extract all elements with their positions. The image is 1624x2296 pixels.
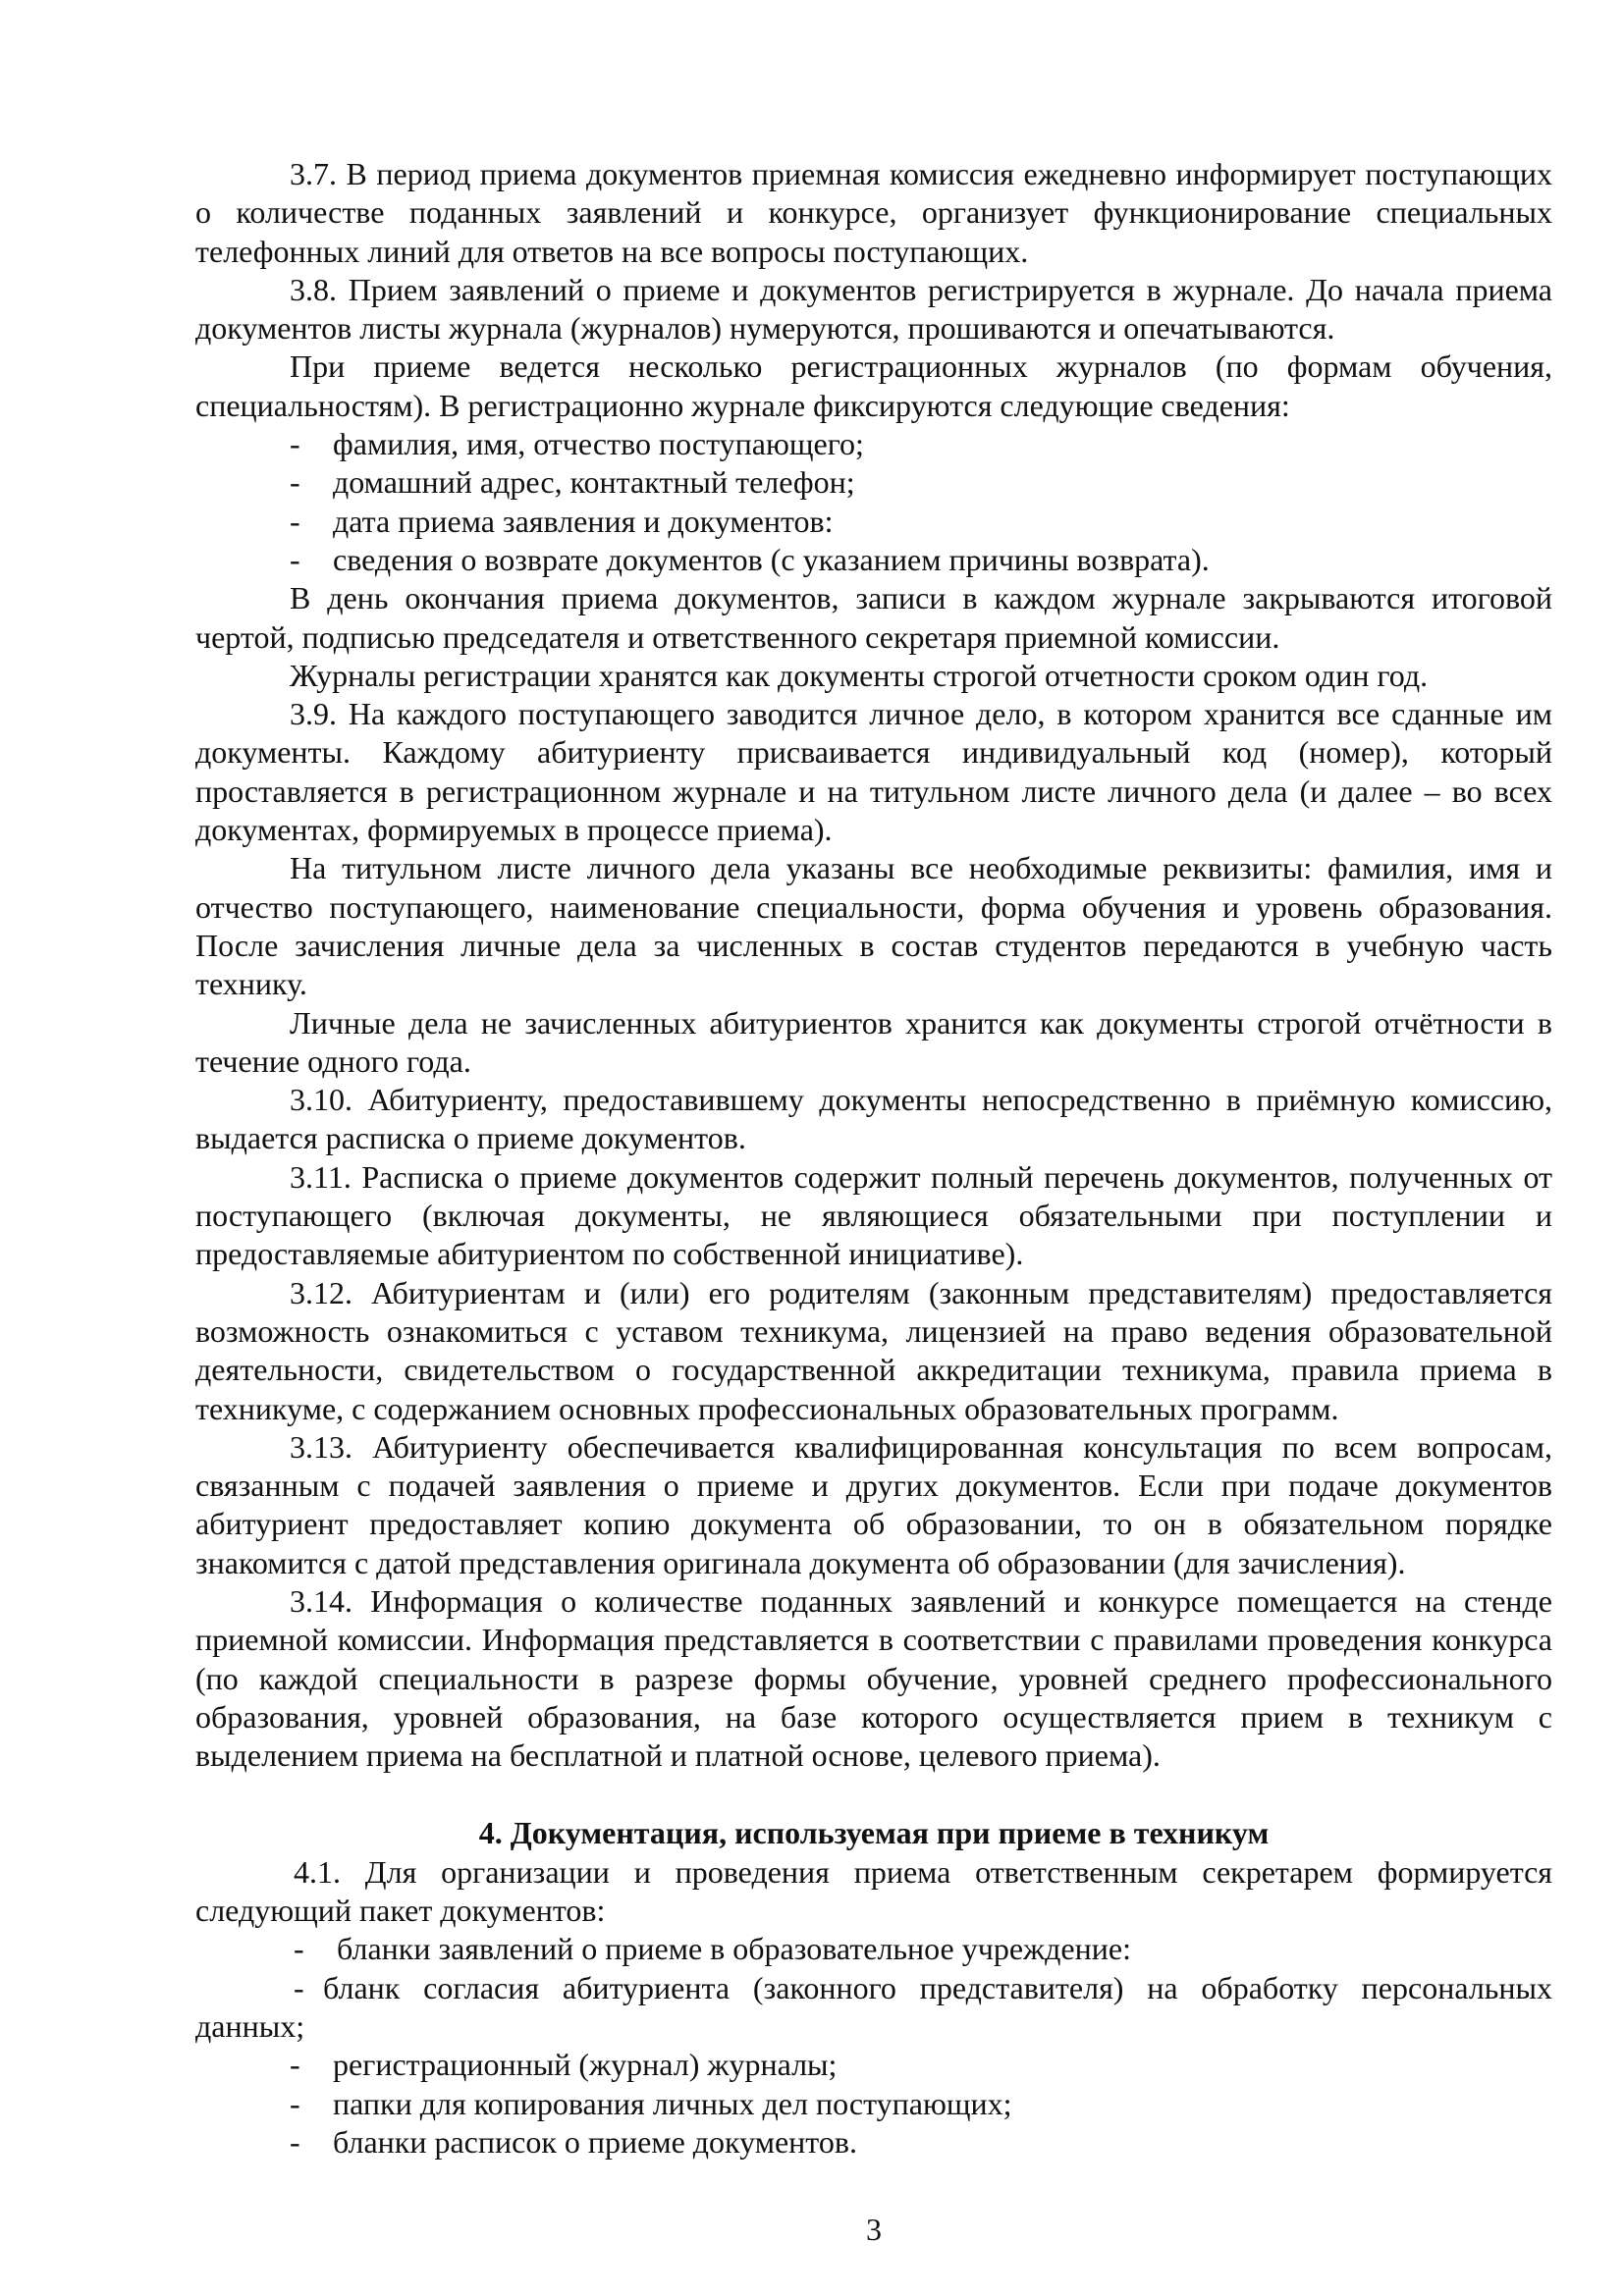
paragraph-3-11: 3.11. Расписка о приеме документов содержит полный перечень документов, полученных от поступающего (включая документы, не являющиеся обязательными при поступлении и предоставляемые абитуриентом по собственной инициативе).	[195, 1158, 1552, 1272]
list-item: - бланк согласия абитуриента (законного представителя) на обработку персональных данных;	[195, 1969, 1552, 2044]
paragraph-3-8-storage: Журналы регистрации хранятся как документы строгой отчетности сроком один год.	[290, 657, 1429, 693]
dash-marker: -	[294, 1931, 304, 1967]
list-item: - бланки заявлений о приеме в образовательное учреждение:	[195, 1930, 1552, 1968]
dash-marker: -	[290, 541, 300, 577]
journal-fields-list	[195, 425, 1552, 579]
document-page	[195, 155, 1552, 2162]
document-package-list	[195, 1930, 1552, 2162]
page-number: 3	[866, 2212, 882, 2247]
dash-marker: -	[294, 1969, 304, 2005]
section-title: 4. Документация, используемая при приеме в техникум	[478, 1815, 1270, 1851]
list-item: - папки для копирования личных дел поступающих;	[195, 2085, 1552, 2123]
list-item: - домашний адрес, контактный телефон;	[195, 463, 1552, 502]
paragraph-3-9: 3.9. На каждого поступающего заводится личное дело, в котором хранится все сданные им документы. Каждому абитуриенту присваивается индивидуальный код (номер), который проставляется в регистрационном журнале и на титульном листе личного дела (и далее – во всех документах, формируемых в процессе приема).	[195, 696, 1552, 848]
list-item: - сведения о возврате документов (с указанием причины возврата).	[195, 541, 1552, 579]
paragraph-3-9-title-page: На титульном листе личного дела указаны все необходимые реквизиты: фамилия, имя и отчество поступающего, наименование специальности, форма обучения и уровень образования. После зачисления личные дела за численных в состав студентов передаются в учебную часть технику.	[195, 850, 1552, 1002]
paragraph-3-8-closing: В день окончания приема документов, записи в каждом журнале закрываются итоговой чертой, подписью председателя и ответственного секретаря приемной комиссии.	[195, 580, 1552, 655]
dash-marker: -	[290, 2047, 300, 2083]
list-item: - регистрационный (журнал) журналы;	[195, 2046, 1552, 2084]
dash-marker: -	[290, 503, 300, 539]
dash-marker: -	[290, 2123, 300, 2160]
dash-marker: -	[290, 464, 300, 501]
paragraph-3-13: 3.13. Абитуриенту обеспечивается квалифицированная консультация по всем вопросам, связанным с подачей заявления о приеме и других документов. Если при подаче документов абитуриент предоставляет копию документа об образовании, то он в обязательном порядке знакомится с датой представления оригинала документа об образовании (для зачисления).	[195, 1428, 1552, 1580]
list-item: - бланки расписок о приеме документов.	[195, 2123, 1552, 2162]
paragraph-3-8: 3.8. Прием заявлений о приеме и документов регистрируется в журнале. До начала приема документов листы журнала (журналов) нумеруются, прошиваются и опечатываются.	[195, 271, 1552, 347]
paragraph-3-8-journals: При приеме ведется несколько регистрационных журналов (по формам обучения, специальностям). В регистрационно журнале фиксируются следующие сведения:	[195, 348, 1552, 423]
list-item: - дата приема заявления и документов:	[195, 503, 1552, 541]
paragraph-3-7: 3.7. В период приема документов приемная комиссия ежедневно информирует поступающих о количестве поданных заявлений и конкурсе, организует функционирование специальных телефонных линий для ответов на все вопросы поступающих.	[195, 156, 1552, 269]
paragraph-3-14: 3.14. Информация о количестве поданных заявлений и конкурсе помещается на стенде приемной комиссии. Информация представляется в соответствии с правилами проведения конкурса (по каждой специальности в разрезе формы обучение, уровней среднего профессионального образования, уровней образования, на базе которого осуществляется прием в техникум с выделением приема на бесплатной и платной основе, целевого приема).	[195, 1582, 1552, 1774]
list-item: - фамилия, имя, отчество поступающего;	[195, 425, 1552, 463]
dash-marker: -	[290, 2085, 300, 2121]
paragraph-4-1: 4.1. Для организации и проведения приема ответственным секретарем формируется следующий пакет документов:	[195, 1853, 1552, 1929]
paragraph-3-9-not-enrolled: Личные дела не зачисленных абитуриентов хранится как документы строгой отчётности в течение одного года.	[195, 1004, 1552, 1079]
paragraph-3-10: 3.10. Абитуриенту, предоставившему документы непосредственно в приёмную комиссию, выдается расписка о приеме документов.	[195, 1082, 1552, 1156]
dash-marker: -	[290, 426, 300, 462]
paragraph-3-12: 3.12. Абитуриентам и (или) его родителям (законным представителям) предоставляется возможность ознакомиться с уставом техникума, лицензией на право ведения образовательной деятельности, свидетельством о государственной аккредитации техникума, правила приема в техникуме, с содержанием основных профессиональных образовательных программ.	[195, 1274, 1552, 1426]
